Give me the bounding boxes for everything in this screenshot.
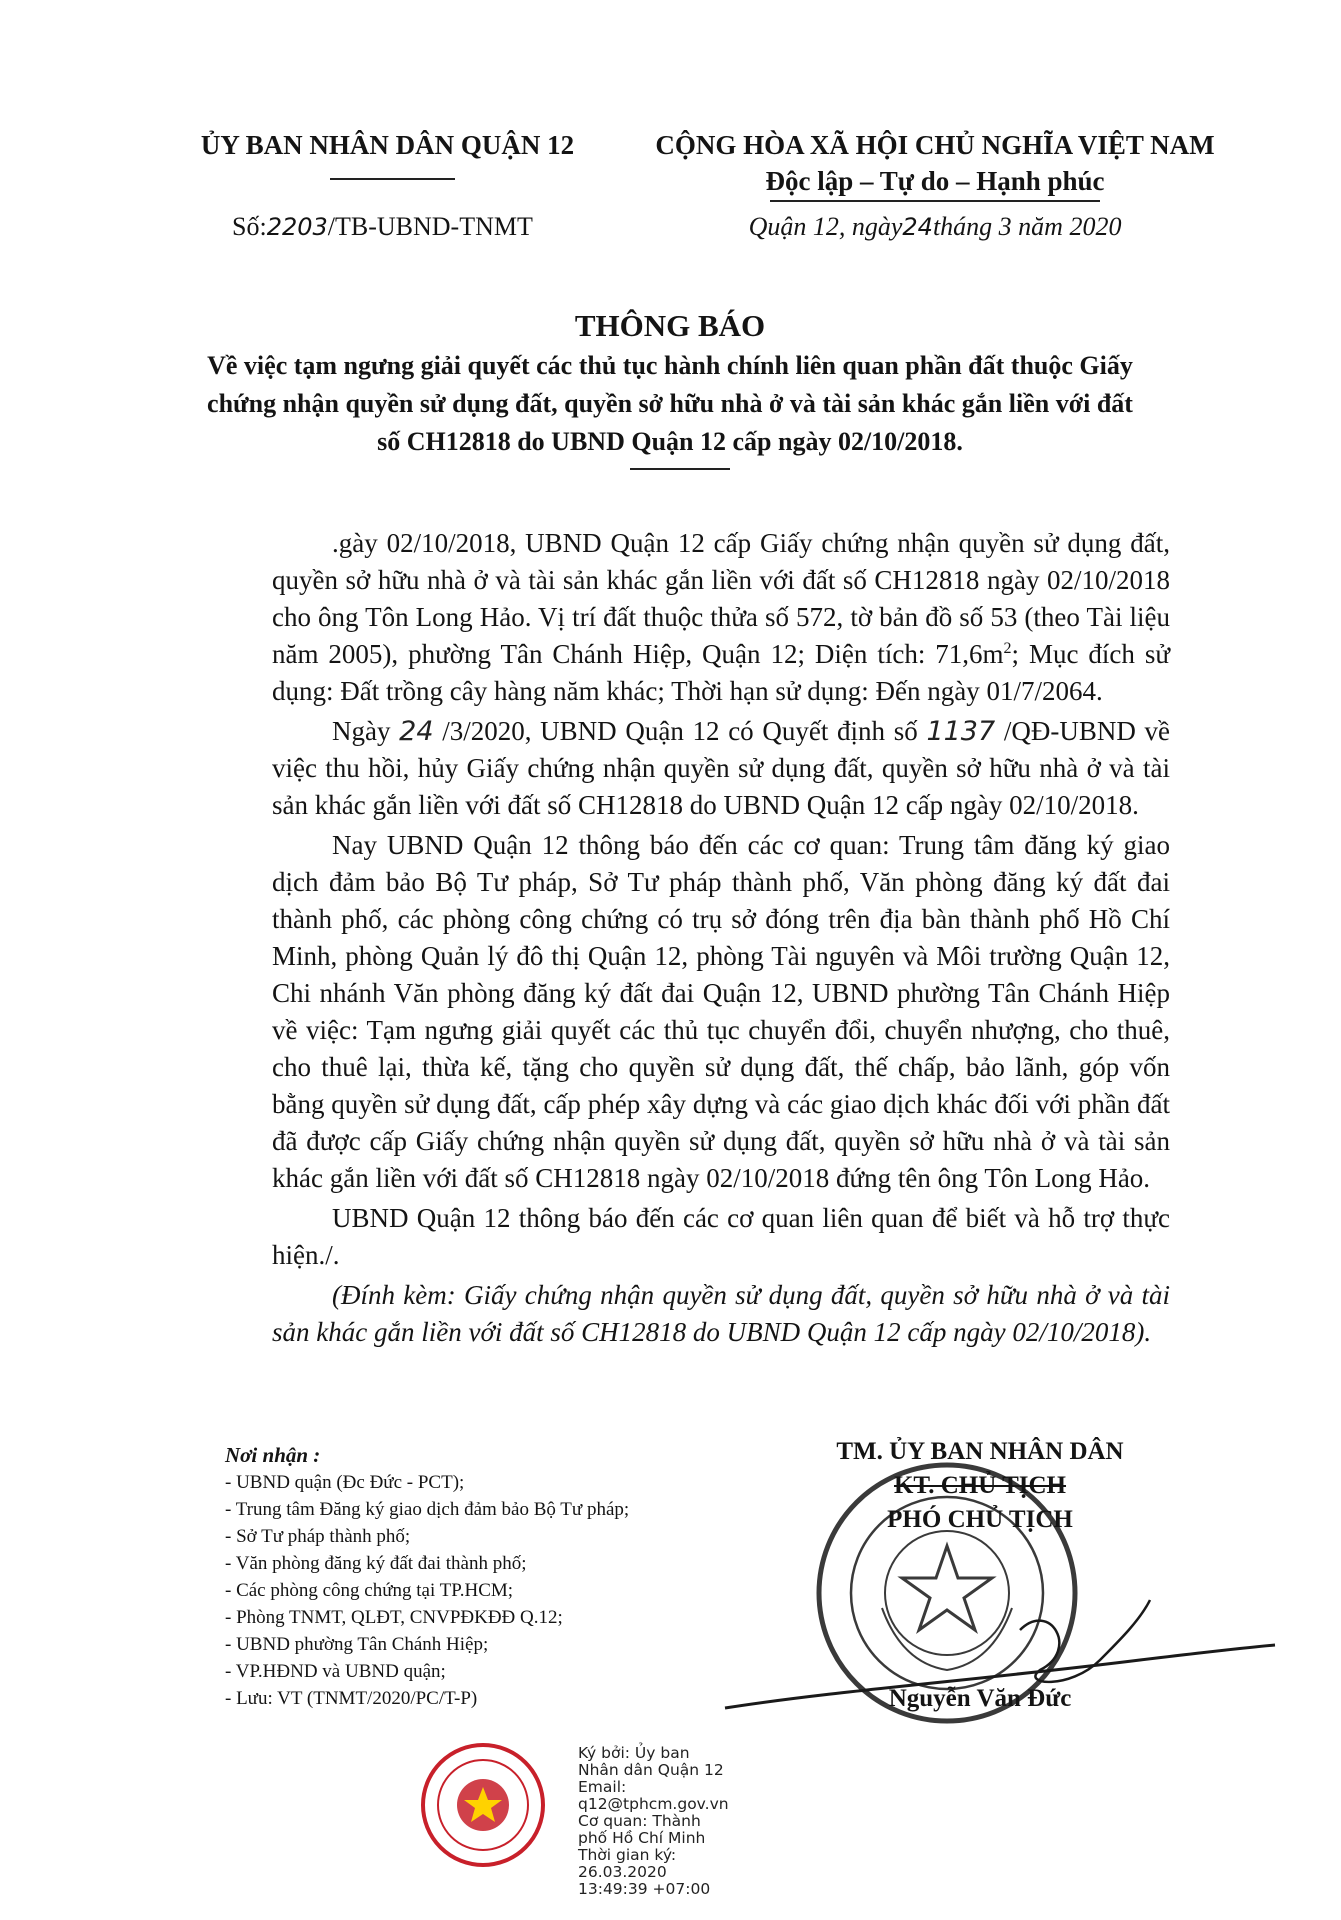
ref-prefix: Số: <box>232 212 267 241</box>
recipient-item: - Phòng TNMT, QLĐT, CNVPĐKĐĐ Q.12; <box>225 1607 563 1628</box>
header-right-underline <box>770 200 1100 202</box>
document-date <box>640 212 1230 242</box>
red-seal-icon <box>418 1740 548 1870</box>
recipient-item: - Các phòng công chứng tại TP.HCM; <box>225 1580 514 1601</box>
signature-position: PHÓ CHỦ TỊCH <box>887 1506 1073 1533</box>
esign-line: 13:49:39 +07:00 <box>578 1880 711 1898</box>
recipient-item: - Trung tâm Đăng ký giao dịch đảm bảo Bộ Tư pháp; <box>225 1499 630 1520</box>
paragraph-2-text-b: /3/2020, UBND Quận 12 có Quyết định số <box>433 716 927 746</box>
document-reference-number <box>232 212 533 242</box>
esign-line: Cơ quan: Thành <box>578 1812 701 1830</box>
recipient-item: - UBND phường Tân Chánh Hiệp; <box>225 1634 489 1655</box>
national-motto: Độc lập – Tự do – Hạnh phúc <box>765 166 1105 196</box>
date-prefix: Quận 12, ngày <box>748 212 903 241</box>
paragraph-4: UBND Quận 12 thông báo đến các cơ quan liên quan để biết và hỗ trợ thực hiện./. <box>272 1203 1170 1270</box>
date-suffix: tháng 3 năm 2020 <box>932 212 1122 241</box>
paragraph-2-text-c: /QĐ-UBND về việc thu hồi, hủy Giấy chứng nhận quyền sử dụng đất, quyền sở hữu nhà ở và tài sản khác gắn liền với đất số CH12818 do UBND Quận 12 cấp ngày 02/10/2018. <box>272 716 1171 820</box>
ref-number-handwritten: 2203 <box>266 213 328 241</box>
ref-suffix: /TB-UBND-TNMT <box>327 212 533 241</box>
document-subject: Về việc tạm ngưng giải quyết các thủ tục hành chính liên quan phần đất thuộc Giấy chứng nhận quyền sử dụng đất, quyền sở hữu nhà ở và tài sản khác gắn liền với đất số CH12818 do UBND Quận 12 cấp ngày 02/10/2018. <box>207 351 1133 456</box>
document-body <box>272 525 1170 1354</box>
paragraph-1 <box>272 525 1170 710</box>
recipient-item: - UBND quận (Đc Đức - PCT); <box>225 1472 465 1493</box>
recipients-heading: Nơi nhận : <box>225 1443 321 1467</box>
national-title: CỘNG HÒA XÃ HỘI CHỦ NGHĨA VIỆT NAM <box>655 130 1215 160</box>
issuing-authority: ỦY BAN NHÂN DÂN QUẬN 12 <box>200 130 575 160</box>
esign-line: Ký bởi: Ủy ban <box>578 1744 690 1762</box>
recipient-item: - VP.HĐND và UBND quận; <box>225 1661 446 1682</box>
paragraph-1-text-end: ; Mục đích sử dụng: Đất trồng cây hàng năm khác; Thời hạn sử dụng: Đến ngày 01/7/2064. <box>272 639 1171 706</box>
paragraph-2-day-handwritten: 24 <box>399 716 434 747</box>
recipients-list <box>225 1442 745 1712</box>
paragraph-1-text: .gày 02/10/2018, UBND Quận 12 cấp Giấy chứng nhận quyền sử dụng đất, quyền sở hữu nhà ở và tài sản khác gắn liền với đất số CH12818 ngày 02/10/2018 cho ông Tôn Long Hảo. Vị trí đất thuộc thửa số 572, tờ bản đồ số 53 (theo Tài liệu năm 2005), phường Tân Chánh Hiệp, Quận 12; Diện tích: 71,6m <box>272 528 1170 669</box>
esign-line: Email: <box>578 1778 627 1796</box>
paragraph-2-text-a: Ngày <box>332 716 400 746</box>
handwritten-signature-icon <box>720 1590 1280 1730</box>
paragraph-3: Nay UBND Quận 12 thông báo đến các cơ quan: Trung tâm đăng ký giao dịch đảm bảo Bộ Tư pháp, Sở Tư pháp thành phố, Văn phòng đăng ký đất đai thành phố, các phòng công chứng có trụ sở đóng trên địa bàn thành phố Hồ Chí Minh, phòng Quản lý đô thị Quận 12, phòng Tài nguyên và Môi trường Quận 12, Chi nhánh Văn phòng đăng ký đất đai Quận 12, UBND phường Tân Chánh Hiệp về việc: Tạm ngưng giải quyết các thủ tục chuyển đổi, chuyển nhượng, cho thuê, cho thuê lại, thừa kế, tặng cho quyền sử dụng đất, thế chấp, bảo lãnh, góp vốn bằng quyền sử dụng đất, cấp phép xây dựng và các giao dịch khác đối với phần đất đã được cấp Giấy chứng nhận quyền sử dụng đất, quyền sở hữu nhà ở và tài sản khác gắn liền với đất số CH12818 ngày 02/10/2018 đứng tên ông Tôn Long Hảo. <box>272 830 1170 1193</box>
area-superscript: 2 <box>1003 640 1012 657</box>
signer-name: Nguyễn Văn Đức <box>888 1685 1072 1712</box>
esign-line: 26.03.2020 <box>578 1863 667 1881</box>
recipient-item: - Lưu: VT (TNMT/2020/PC/T-P) <box>225 1688 478 1709</box>
date-day-handwritten: 24 <box>902 213 933 241</box>
esign-line: q12@tphcm.gov.vn <box>578 1795 729 1813</box>
esign-line: Thời gian ký: <box>578 1846 677 1864</box>
decision-number-handwritten: 1137 <box>926 716 996 747</box>
attachment-note: (Đính kèm: Giấy chứng nhận quyền sử dụng đất, quyền sở hữu nhà ở và tài sản khác gắn liền với đất số CH12818 do UBND Quận 12 cấp ngày 02/10/2018). <box>272 1280 1170 1347</box>
recipient-item: - Văn phòng đăng ký đất đai thành phố; <box>225 1553 527 1574</box>
esign-line: phố Hồ Chí Minh <box>578 1829 706 1847</box>
signature-on-behalf: KT. CHỦ TỊCH <box>893 1472 1067 1499</box>
document-title: THÔNG BÁO <box>574 308 766 343</box>
esign-line: Nhân dân Quận 12 <box>578 1761 724 1779</box>
recipient-item: - Sở Tư pháp thành phố; <box>225 1526 411 1547</box>
signature-organization: TM. ỦY BAN NHÂN DÂN <box>836 1438 1124 1465</box>
header-left-underline <box>330 178 455 180</box>
subject-underline <box>630 468 730 470</box>
paragraph-2 <box>272 713 1170 824</box>
electronic-signature-info <box>578 1745 838 1898</box>
